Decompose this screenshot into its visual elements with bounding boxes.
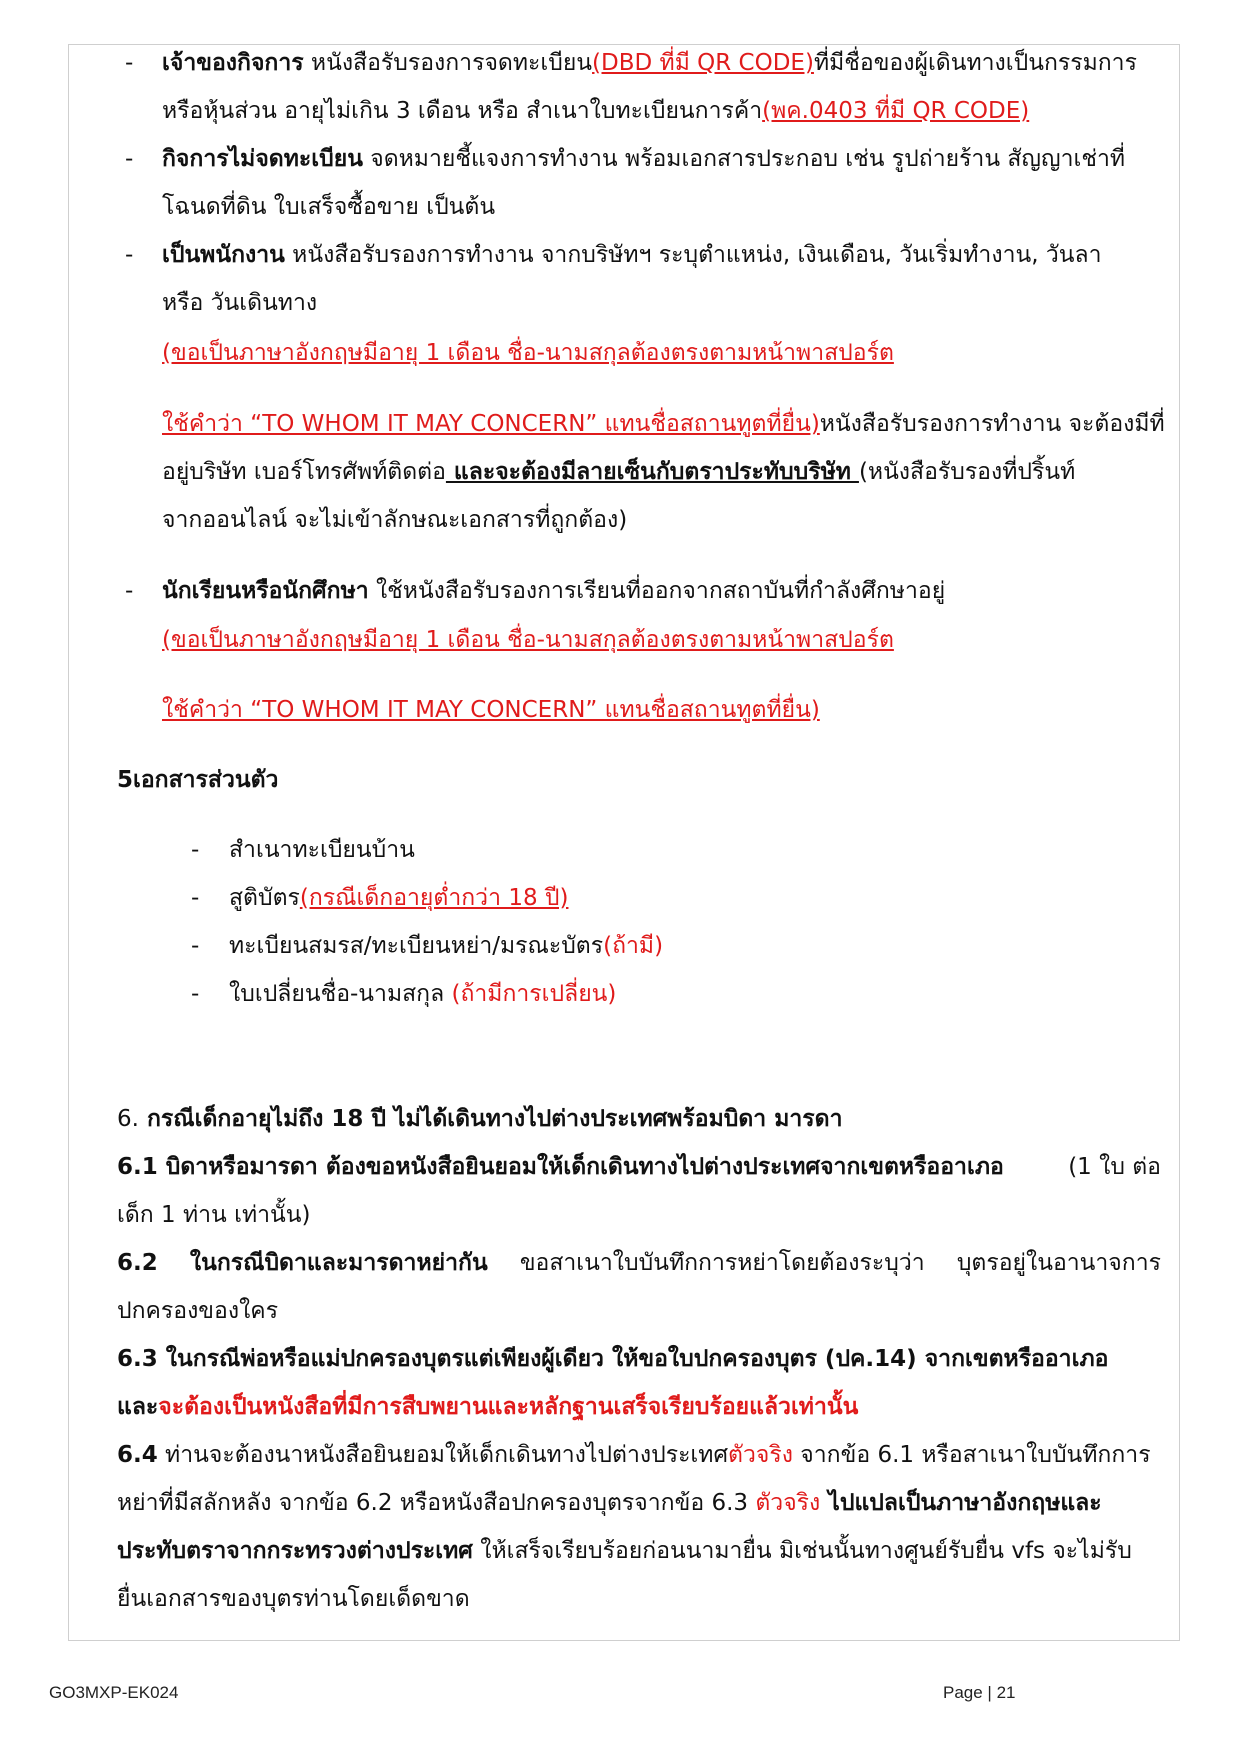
personal-doc-item (229, 930, 663, 962)
commerce-registration-link[interactable]: (พค.0403 ที่มี QR CODE) (762, 98, 1030, 124)
s62-num: 6.2 (117, 1250, 158, 1276)
employee-signature-requirement: และจะต้องมีลายเซ็นกับตราประทับบริษัท (445, 459, 859, 485)
business-owner-text: หนังสือรับรองการจดทะเบียน (303, 50, 593, 76)
student-red-note1: (ขอเป็นภาษาอังกฤษมีอายุ 1 เดือน ชื่อ-นามสกุลต้องตรงตามหน้าพาสปอร์ต (162, 627, 894, 653)
employee-line1 (162, 239, 1102, 271)
personal-doc-item (229, 882, 568, 914)
employee-red-note2: ใช้คำว่า “TO WHOM IT MAY CONCERN” แทนชื่อสถานทูตที่ยื่น) (162, 411, 820, 437)
personal-docs-heading: 5เอกสารส่วนตัว (117, 767, 279, 793)
employee-line4-a: อยู่บริษัท เบอร์โทรศัพท์ติดต่อ (162, 459, 446, 485)
business-owner-line2-text: หรือหุ้นส่วน อายุไม่เกิน 3 เดือน หรือ สำเนาใบทะเบียนการค้า (162, 98, 763, 124)
student-red-note2: ใช้คำว่า “TO WHOM IT MAY CONCERN” แทนชื่อสถานทูตที่ยื่น) (162, 697, 820, 723)
s64-line2 (117, 1487, 1102, 1519)
s61-line2: เด็ก 1 ท่าน เท่านั้น) (117, 1202, 311, 1228)
business-owner-line2 (162, 95, 1029, 127)
s61-tail: (1 ใบ ต่อ (1068, 1154, 1161, 1180)
s64-line3-bold: ประทับตราจากกระทรวงต่างประเทศ (117, 1538, 473, 1564)
minors-heading-num: 6. (117, 1106, 139, 1132)
footer-page-number: Page | 21 (943, 1683, 1016, 1702)
unregistered-text: จดหมายชี้แจงการทำงาน พร้อมเอกสารประกอบ เช่น รูปถ่ายร้าน สัญญาเช่าที่ (362, 146, 1126, 172)
employee-line2: หรือ วันเดินทาง (162, 290, 318, 316)
personal-doc-item (229, 834, 415, 866)
employee-label: เป็นพนักงาน (162, 242, 285, 268)
s64-red2: ตัวจริง (755, 1490, 821, 1516)
bullet-dash: - (191, 981, 200, 1007)
business-owner-label: เจ้าของกิจการ (162, 50, 304, 76)
student-label: นักเรียนหรือนักศึกษา (162, 578, 369, 604)
s63-red: จะต้องเป็นหนังสือที่มีการสืบพยานและหลักฐานเสร็จเรียบร้อยแล้วเท่านั้น (158, 1394, 859, 1420)
employee-line3 (162, 408, 1165, 440)
s63-and: และ (117, 1394, 159, 1420)
personal-doc-text: สูติบัตร (229, 885, 300, 911)
personal-doc-text: ทะเบียนสมรส/ทะเบียนหย่า/มรณะบัตร (229, 933, 604, 959)
employee-after-red: หนังสือรับรองการทำงาน จะต้องมีที่ (819, 411, 1165, 437)
s64-red1: ตัวจริง (728, 1442, 793, 1468)
s64-line2-a: หย่าที่มีสลักหลัง จากข้อ 6.2 หรือหนังสือปกครองบุตรจากข้อ 6.3 (117, 1490, 756, 1516)
footer-doc-code: GO3MXP-EK024 (49, 1683, 179, 1702)
business-owner-text2: ที่มีชื่อของผู้เดินทางเป็นกรรมการ (813, 50, 1137, 76)
s64-line1 (117, 1439, 1151, 1471)
bullet-dash: - (125, 242, 134, 268)
s61-line1 (117, 1151, 1161, 1183)
employee-line5: จากออนไลน์ จะไม่เข้าลักษณะเอกสารที่ถูกต้อง) (162, 507, 628, 533)
s64-text2: จากข้อ 6.1 หรือสาเนาใบบันทึกการ (792, 1442, 1151, 1468)
s62-line1 (117, 1247, 1161, 1279)
dbd-qr-link[interactable]: (DBD ที่มี QR CODE) (592, 50, 814, 76)
personal-doc-note: (กรณีเด็กอายุต่ำกว่า 18 ปี) (299, 885, 569, 911)
s64-line3 (117, 1535, 1132, 1567)
s64-line2-bold: ไปแปลเป็นภาษาอังกฤษและ (820, 1490, 1102, 1516)
bullet-dash: - (191, 837, 200, 863)
personal-doc-note: (ถ้ามีการเปลี่ยน) (451, 981, 617, 1007)
unregistered-label: กิจการไม่จดทะเบียน (162, 146, 363, 172)
bullet-dash: - (191, 933, 200, 959)
personal-doc-text: ใบเปลี่ยนชื่อ-นามสกุล (229, 981, 452, 1007)
student-text: ใช้หนังสือรับรองการเรียนที่ออกจากสถาบันที่กำลังศึกษาอยู่ (368, 578, 946, 604)
s62-tail: บุตรอยู่ในอานาจการ (956, 1250, 1161, 1276)
s63-line2 (117, 1391, 858, 1423)
employee-red-note1: (ขอเป็นภาษาอังกฤษมีอายุ 1 เดือน ชื่อ-นามสกุลต้องตรงตามหน้าพาสปอร์ต (162, 340, 894, 366)
minors-heading (117, 1103, 843, 1135)
s64-text1: ท่านจะต้องนาหนังสือยินยอมให้เด็กเดินทางไปต่างประเทศ (157, 1442, 729, 1468)
s64-line4: ยื่นเอกสารของบุตรท่านโดยเด็ดขาด (117, 1586, 470, 1612)
employee-line4 (162, 456, 1075, 488)
bullet-dash: - (191, 885, 200, 911)
personal-doc-text: สำเนาทะเบียนบ้าน (229, 837, 415, 863)
s64-line3-text: ให้เสร็จเรียบร้อยก่อนนามายื่น มิเช่นนั้นทางศูนย์รับยื่น vfs จะไม่รับ (472, 1538, 1132, 1564)
personal-doc-note: (ถ้ามี) (603, 933, 664, 959)
employee-text: หนังสือรับรองการทำงาน จากบริษัทฯ ระบุตำแหน่ง, เงินเดือน, วันเริ่มทำงาน, วันลา (284, 242, 1102, 268)
bullet-dash: - (125, 578, 134, 604)
unregistered-line2: โฉนดที่ดิน ใบเสร็จซื้อขาย เป็นต้น (162, 194, 496, 220)
minors-heading-text: กรณีเด็กอายุไม่ถึง 18 ปี ไม่ได้เดินทางไปต่างประเทศพร้อมบิดา มารดา (138, 1106, 843, 1132)
business-owner-line1 (162, 47, 1137, 79)
s62-text: ขอสาเนาใบบันทึกการหย่าโดยต้องระบุว่า (519, 1250, 925, 1276)
s61-bold: 6.1 บิดาหรือมารดา ต้องขอหนังสือยินยอมให้เด็กเดินทางไปต่างประเทศจากเขตหรืออาเภอ (117, 1154, 1004, 1180)
employee-line4-b: (หนังสือรับรองที่ปริ้นท์ (858, 459, 1076, 485)
bullet-dash: - (125, 50, 134, 76)
bullet-dash: - (125, 146, 134, 172)
unregistered-line1 (162, 143, 1125, 175)
personal-doc-item (229, 978, 616, 1010)
s64-num: 6.4 (117, 1442, 158, 1468)
s62-bold: ในกรณีบิดาและมารดาหย่ากัน (189, 1250, 488, 1276)
student-line1 (162, 575, 945, 607)
s62-line2: ปกครองของใคร (117, 1298, 279, 1324)
s63-line1: 6.3 ในกรณีพ่อหรือแม่ปกครองบุตรแต่เพียงผู้เดียว ให้ขอใบปกครองบุตร (ปค.14) จากเขตหรืออาเภอ (117, 1346, 1109, 1372)
